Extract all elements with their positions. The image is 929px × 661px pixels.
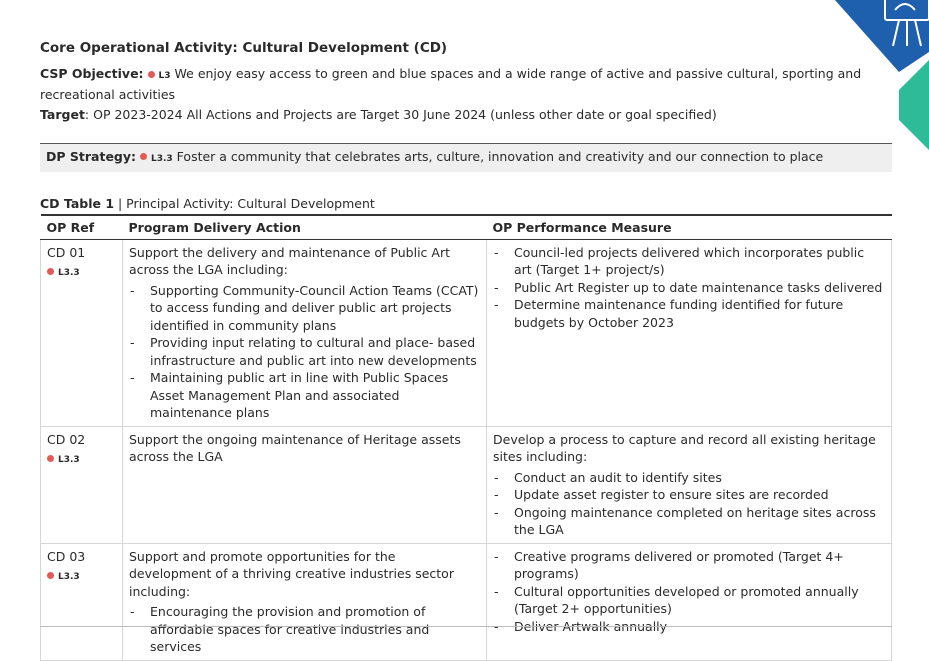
caption-bold: CD Table 1 — [40, 195, 115, 211]
status-dot — [47, 572, 54, 579]
dp-strategy — [40, 143, 892, 172]
strategy-label: DP Strategy: — [46, 148, 137, 164]
list-item: - Deliver Artwalk annually — [493, 618, 885, 636]
header-op-performance-measure: OP Performance Measure — [487, 215, 892, 240]
header-program-delivery-action: Program Delivery Action — [123, 215, 487, 240]
op-ref-cell — [41, 239, 123, 426]
op-ref-cell — [41, 426, 123, 543]
measure-list — [493, 244, 885, 332]
page-title: Core Operational Activity: Cultural Development (CD) — [40, 40, 448, 56]
page-content — [40, 40, 892, 661]
target-line — [40, 106, 892, 124]
csp-label: CSP Objective: — [40, 66, 144, 81]
strategy-code: L3.3 — [151, 153, 173, 164]
csp-objective — [40, 65, 892, 103]
list-item: - Update asset register to ensure sites are recorded — [493, 486, 885, 504]
measure-cell — [487, 239, 892, 426]
caption-rest: | Principal Activity: Cultural Development — [114, 195, 375, 211]
table-caption — [40, 196, 892, 211]
action-list — [129, 603, 480, 656]
op-ref: CD 01 — [47, 244, 86, 260]
list-item: - Determine maintenance funding identified for future budgets by October 2023 — [493, 296, 885, 331]
table-row — [41, 239, 892, 426]
list-item: - Ongoing maintenance completed on heritage sites across the LGA — [493, 504, 885, 539]
list-item: - Supporting Community-Council Action Teams (CCAT) to access funding and deliver public art projects identified in community plans — [129, 282, 480, 335]
action-cell — [123, 239, 487, 426]
action-cell — [123, 543, 487, 660]
action-intro: Support the ongoing maintenance of Heritage assets across the LGA — [129, 431, 461, 464]
table-row — [41, 543, 892, 660]
measure-intro: Develop a process to capture and record all existing heritage sites including: — [493, 431, 876, 464]
measure-cell — [487, 543, 892, 660]
csp-code: L3 — [158, 71, 171, 81]
action-intro: Support and promote opportunities for the development of a thriving creative industries sector including: — [129, 548, 454, 599]
list-item: - Conduct an audit to identify sites — [493, 469, 885, 487]
list-item: - Council-led projects delivered which incorporates public art (Target 1+ project/s) — [493, 244, 885, 279]
table-row — [41, 426, 892, 543]
op-ref-cell — [41, 543, 123, 660]
list-item: - Cultural opportunities developed or promoted annually (Target 2+ opportunities) — [493, 583, 885, 618]
ref-code: L3.3 — [47, 449, 116, 470]
cd-table — [40, 214, 892, 661]
target-label: Target — [40, 107, 85, 122]
list-item: - Creative programs delivered or promoted (Target 4+ programs) — [493, 548, 885, 583]
action-cell — [123, 426, 487, 543]
target-text: : OP 2023-2024 All Actions and Projects are Target 30 June 2024 (unless other date or goal specified) — [84, 107, 717, 122]
status-dot — [47, 455, 54, 462]
action-list — [129, 282, 480, 422]
ref-code: L3.3 — [47, 262, 116, 283]
header-op-ref: OP Ref — [41, 215, 123, 240]
csp-text: We enjoy easy access to green and blue spaces and a wide range of active and passive cultural, sporting and recreational activities — [40, 66, 862, 102]
measure-list — [493, 469, 885, 539]
status-dot — [47, 268, 54, 275]
strategy-text: Foster a community that celebrates arts, culture, innovation and creativity and our connection to place — [176, 148, 824, 164]
op-ref: CD 02 — [47, 431, 86, 447]
measure-cell — [487, 426, 892, 543]
op-ref: CD 03 — [47, 548, 86, 564]
list-item: - Encouraging the provision and promotion of affordable spaces for creative industries and services — [129, 603, 480, 656]
footer-divider — [40, 626, 892, 627]
ref-code: L3.3 — [47, 566, 116, 587]
status-dot — [148, 71, 155, 78]
list-item: - Public Art Register up to date maintenance tasks delivered — [493, 279, 885, 297]
list-item: - Providing input relating to cultural and place- based infrastructure and public art into new developments — [129, 334, 480, 369]
table-header-row — [41, 215, 892, 240]
action-intro: Support the delivery and maintenance of Public Art across the LGA including: — [129, 244, 450, 277]
list-item: - Maintaining public art in line with Public Spaces Asset Management Plan and associated maintenance plans — [129, 369, 480, 422]
measure-list — [493, 548, 885, 636]
status-dot — [140, 153, 147, 160]
